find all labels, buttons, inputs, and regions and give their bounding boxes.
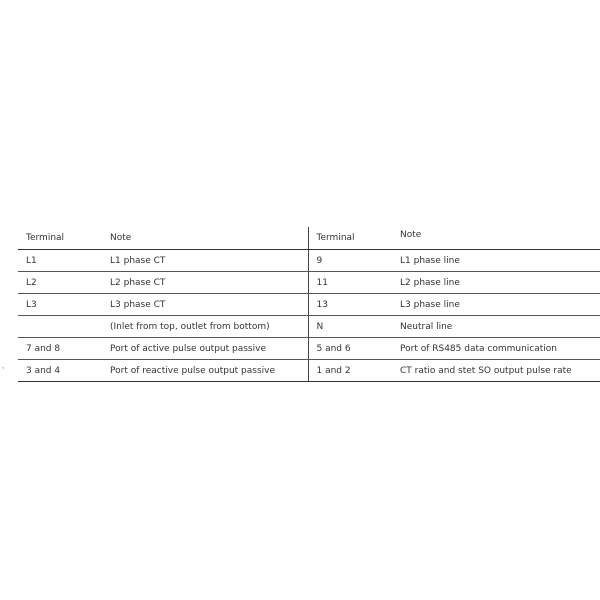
table-row xyxy=(18,360,600,382)
cell-note-right: L3 phase line xyxy=(392,294,600,316)
cell-note-right: L2 phase line xyxy=(392,272,600,294)
cell-terminal-left xyxy=(18,316,102,338)
cell-terminal-left: L2 xyxy=(18,272,102,294)
header-terminal-right: Terminal xyxy=(308,227,392,250)
margin-mark: 、 xyxy=(2,362,9,370)
table-row xyxy=(18,316,600,338)
table-row xyxy=(18,250,600,272)
cell-terminal-left: L1 xyxy=(18,250,102,272)
cell-note-right: Neutral line xyxy=(392,316,600,338)
cell-note-right: Port of RS485 data communication xyxy=(392,338,600,360)
cell-terminal-left: L3 xyxy=(18,294,102,316)
cell-note-left: L2 phase CT xyxy=(102,272,308,294)
cell-terminal-right: N xyxy=(308,316,392,338)
table-row xyxy=(18,294,600,316)
cell-note-left: Port of active pulse output passive xyxy=(102,338,308,360)
header-terminal-left: Terminal xyxy=(18,227,102,250)
cell-terminal-left: 3 and 4 xyxy=(18,360,102,382)
terminal-notes-table xyxy=(18,227,600,382)
cell-note-left: Port of reactive pulse output passive xyxy=(102,360,308,382)
table-header-row xyxy=(18,227,600,250)
header-note-right-label: Note xyxy=(400,230,422,240)
cell-terminal-right: 1 and 2 xyxy=(308,360,392,382)
cell-terminal-right: 11 xyxy=(308,272,392,294)
cell-terminal-right: 13 xyxy=(308,294,392,316)
table-row xyxy=(18,338,600,360)
table-row xyxy=(18,272,600,294)
cell-note-left: (Inlet from top, outlet from bottom) xyxy=(102,316,308,338)
cell-terminal-right: 5 and 6 xyxy=(308,338,392,360)
cell-note-right: L1 phase line xyxy=(392,250,600,272)
cell-note-right: CT ratio and stet SO output pulse rate xyxy=(392,360,600,382)
cell-note-left: L1 phase CT xyxy=(102,250,308,272)
cell-terminal-left: 7 and 8 xyxy=(18,338,102,360)
header-note-left: Note xyxy=(102,227,308,250)
cell-terminal-right: 9 xyxy=(308,250,392,272)
cell-note-left: L3 phase CT xyxy=(102,294,308,316)
header-note-right xyxy=(392,227,600,250)
